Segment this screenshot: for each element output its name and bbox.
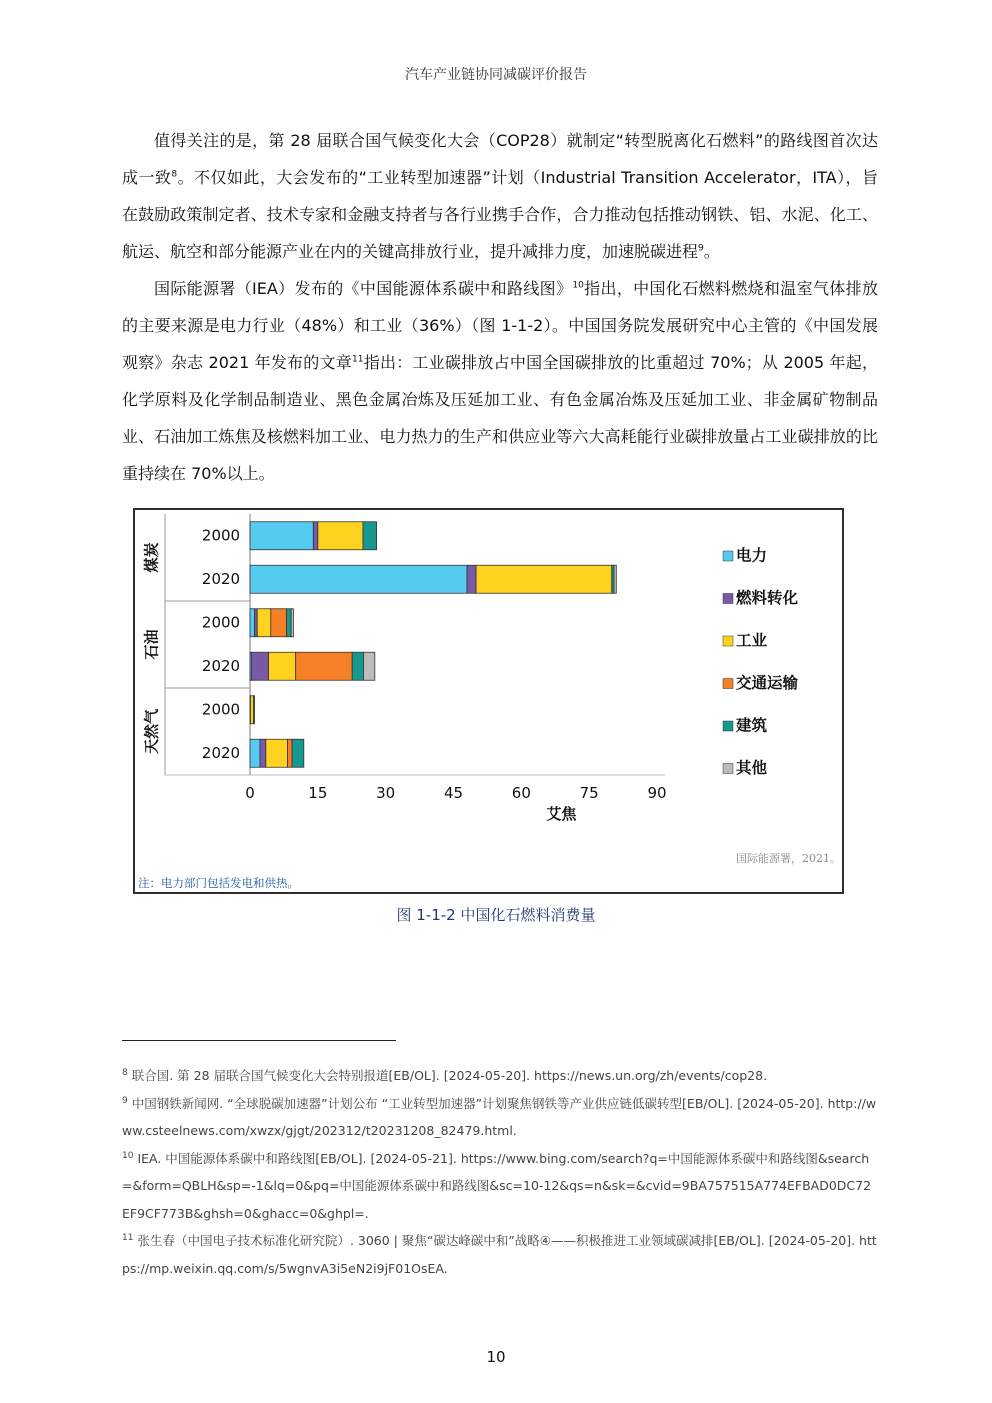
bar-segment — [291, 609, 293, 637]
legend-swatch — [723, 594, 733, 604]
bar-segment — [476, 565, 612, 593]
bar-segment — [292, 739, 304, 767]
bar-segment — [296, 652, 353, 680]
footnote-divider — [122, 1040, 396, 1041]
figure-caption: 图 1-1-2 中国化石燃料消费量 — [396, 906, 596, 924]
bar-segment — [271, 609, 287, 637]
x-tick-label: 60 — [511, 784, 531, 802]
x-tick-label: 15 — [308, 784, 328, 802]
bar-segment — [318, 522, 363, 550]
footnote-11: $^{11}$ 张生春（中国电子技术标准化研究院）. 3060 | 聚焦“碳达峰碳中和”战略④——积极推进工业领域碳减排[EB/OL]. [2024-05-20]. https://mp.weixin.qq.com/s/5wgnvA3i5eN2i9jF01OsEA. — [122, 1232, 877, 1276]
bar-segment — [287, 609, 292, 637]
legend-label: 燃料转化 — [736, 589, 799, 607]
stacked-bar-chart — [135, 510, 842, 892]
footnotes — [122, 1062, 878, 1282]
legend-label: 交通运输 — [736, 674, 799, 692]
x-tick-label: 75 — [579, 784, 599, 802]
footnote-9: $^9$ 中国钢铁新闻网. “全球脱碳加速器”计划公布 “工业转型加速器”计划聚焦钢铁等产业供应链低碳转型[EB/OL]. [2024-05-20]. http://www.csteelnews.com/xwzx/gjgt/202312/t20231208_82479.html. — [122, 1095, 877, 1138]
legend-swatch — [723, 679, 733, 689]
footnote-ref-9[interactable]: 9 — [698, 243, 704, 254]
paragraph-1: 值得关注的是，第 28 届联合国气候变化大会（COP28）就制定“转型脱离化石燃料”的路线图首次达成一致$^8$。不仅如此，大会发布的“工业转型加速器”计划（Industrial Transition Accelerator，ITA），旨在鼓励政策制定者、技术专家和金融支持者与各行业携手合作，合力推动包括推动钢铁、铝、水泥、化工、航运、航空和部分能源产业在内的关键高排放行业，提升减排力度，加速脱碳进程$^9$。 — [122, 131, 878, 261]
figure-note: 注：电力部门包括发电和供热。 — [138, 876, 299, 890]
page-number: 10 — [486, 1348, 506, 1366]
paragraph-2: 国际能源署（IEA）发布的《中国能源体系碳中和路线图》$^{10}$指出，中国化石燃料燃烧和温室气体排放的主要来源是电力行业（48%）和工业（36%）（图 1-1-2）。中国国务院发展研究中心主管的《中国发展观察》杂志 2021 年发布的文章$^{11}$指出：工业碳排放占中国全国碳排放的比重超过 70%；从 2005 年起，化学原料及化学制品制造业、黑色金属冶炼及压延加工业、有色金属冶炼及压延加工业、非金属矿物制品业、石油加工炼焦及核燃料加工业、电力热力的生产和供应业等六大高耗能行业碳排放量占工业碳排放的比重持续在 70%以上。 — [122, 279, 878, 483]
footnote-ref-10[interactable]: 10 — [572, 280, 584, 291]
x-tick-label: 45 — [443, 784, 464, 802]
x-tick-label: 90 — [647, 784, 667, 802]
bar-segment — [364, 652, 375, 680]
bar-segment — [250, 522, 313, 550]
figure-source: 国际能源署，2021。 — [736, 852, 841, 865]
footnote-8: $^8$ 联合国. 第 28 届联合国气候变化大会特别报道[EB/OL]. [2024-05-20]. https://news.un.org/zh/events/cop28. — [122, 1067, 768, 1083]
bar-segment — [250, 609, 255, 637]
bar-segment — [313, 522, 318, 550]
footnote-ref-11[interactable]: 11 — [352, 354, 364, 365]
bar-segment — [257, 609, 271, 637]
row-label: 2000 — [201, 613, 241, 632]
bar-segment — [266, 739, 288, 767]
legend-swatch — [723, 764, 733, 774]
bar-segment — [254, 696, 255, 724]
x-axis-label: 艾焦 — [546, 805, 577, 823]
bar-segment — [250, 696, 253, 724]
group-label: 石油 — [142, 629, 161, 660]
legend-swatch — [723, 636, 733, 646]
bar-segment — [255, 609, 258, 637]
legend-label: 其他 — [736, 759, 768, 777]
row-label: 2020 — [201, 656, 241, 675]
bar-segment — [363, 522, 377, 550]
bar-segment — [614, 565, 616, 593]
bar-segment — [250, 565, 467, 593]
x-tick-label: 0 — [245, 784, 255, 802]
group-label: 煤炭 — [142, 542, 161, 573]
row-label: 2000 — [201, 526, 241, 545]
x-tick-label: 30 — [376, 784, 396, 802]
figure-chart — [133, 508, 844, 894]
row-label: 2020 — [201, 569, 241, 588]
legend-label: 电力 — [736, 546, 768, 565]
legend-label: 工业 — [736, 631, 768, 650]
row-label: 2000 — [201, 700, 241, 719]
bar-segment — [467, 565, 476, 593]
bar-segment — [251, 652, 268, 680]
bar-segment — [352, 652, 363, 680]
legend-swatch — [723, 551, 733, 561]
footnote-10: $^{10}$ IEA. 中国能源体系碳中和路线图[EB/OL]. [2024-05-21]. https://www.bing.com/search?q=中国能源体系碳中和路线图&search=&form=QBLH&sp=-1&lq=0&pq=中国能源体系碳中和路线图&sc=10-12&qs=n&sk=&cvid=9BA757515A774EFBAD0DC72EF9CF773B&ghsh=0&ghacc=0&ghpl=. — [122, 1150, 872, 1221]
legend-swatch — [723, 721, 733, 731]
page-header: 汽车产业链协同减碳评价报告 — [405, 67, 587, 83]
bar-segment — [250, 739, 260, 767]
group-label: 天然气 — [142, 708, 161, 755]
row-label: 2020 — [201, 743, 241, 762]
bar-segment — [288, 739, 293, 767]
legend-label: 建筑 — [736, 716, 768, 735]
bar-segment — [269, 652, 296, 680]
body-text — [122, 122, 878, 492]
bar-segment — [260, 739, 266, 767]
footnote-ref-8[interactable]: 8 — [171, 169, 178, 180]
